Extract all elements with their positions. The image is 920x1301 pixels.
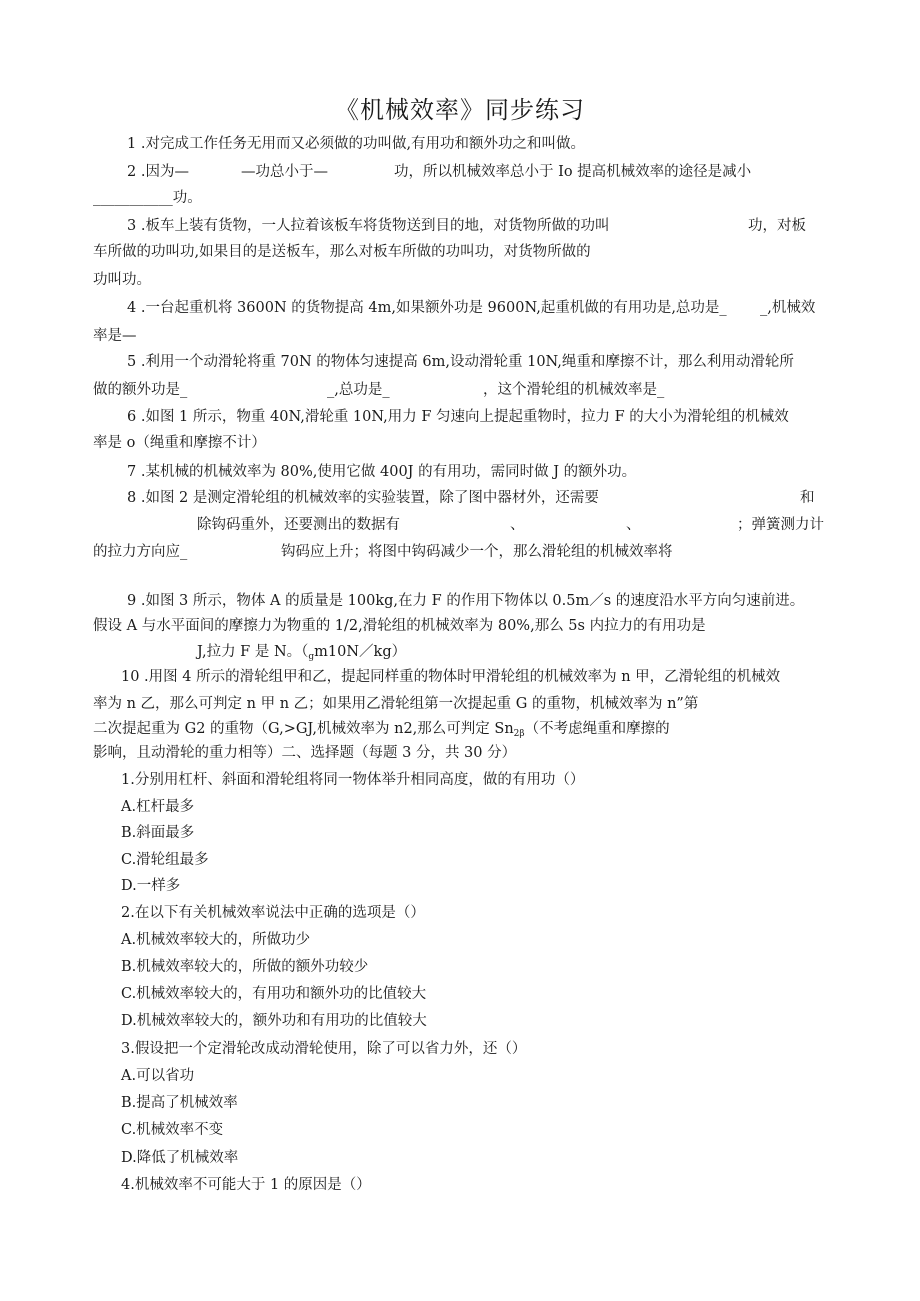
choice-question-3: 3.假设把一个定滑轮改成动滑轮使用，除了可以省力外，还（）	[121, 1041, 527, 1057]
choice-3-option-d: D.降低了机械效率	[121, 1150, 239, 1166]
question-3-part-3: 车所做的功叫功,如果目的是送板车，那么对板车所做的功叫功，对货物所做的	[93, 244, 591, 260]
question-8-part-8: 钩码应上升；将图中钩码减少一个，那么滑轮组的机械效率将	[281, 544, 673, 560]
question-8-part-2: 和	[800, 490, 815, 506]
question-3-part-1: 3 .板车上装有货物，一人拉着该板车将货物送到目的地，对货物所做的功叫	[127, 218, 610, 234]
question-1: 1 .对完成工作任务无用而又必须做的功叫做,有用功和额外功之和叫做。	[127, 136, 586, 152]
question-2-part-2: —功总小于—	[241, 164, 328, 180]
question-10-subscript: 2β	[513, 729, 525, 739]
question-10-part-4: 影响，且动滑轮的重力相等）二、选择题（每题 3 分，共 30 分）	[93, 745, 517, 761]
question-5-part-2: 做的额外功是_	[93, 382, 188, 398]
question-9-part-2: 假设 A 与水平面间的摩擦力为物重的 1/2,滑轮组的机械效率为 80%,那么 5s 内拉力的有用功是	[93, 618, 706, 634]
question-9-part-3	[197, 642, 406, 667]
choice-3-option-c: C.机械效率不变	[121, 1122, 224, 1138]
question-10-part-2: 率为 n 乙，那么可判定 n 甲 n 乙；如果用乙滑轮组第一次提起重 G 的重物，机械效率为 n”第	[93, 696, 699, 712]
question-10-part-1: 10 .用图 4 所示的滑轮组甲和乙，提起同样重的物体时甲滑轮组的机械效率为 n 甲，乙滑轮组的机械效	[121, 669, 781, 685]
question-4-part-3: 率是—	[93, 328, 137, 344]
question-9-subscript: g	[308, 652, 315, 662]
question-8-part-1: 8 .如图 2 是测定滑轮组的机械效率的实验装置，除了图中器材外，还需要	[127, 490, 599, 506]
question-2-part-4: ___________功。	[93, 190, 202, 206]
question-2-part-1: 2 .因为—	[127, 164, 189, 180]
question-8-part-6: ；弹簧测力计	[737, 517, 824, 533]
question-8-part-7: 的拉力方向应_	[93, 544, 188, 560]
choice-2-option-a: A.机械效率较大的，所做功少	[121, 932, 311, 948]
choice-1-option-a: A.杠杆最多	[121, 799, 195, 815]
choice-question-2: 2.在以下有关机械效率说法中正确的选项是（）	[121, 905, 425, 921]
question-5-part-3: _,总功是_	[327, 382, 390, 398]
choice-2-option-b: B.机械效率较大的，所做的额外功较少	[121, 959, 369, 975]
question-4-part-2: _,机械效	[760, 300, 816, 316]
choice-1-option-c: C.滑轮组最多	[121, 852, 209, 868]
question-9-part-1: 9 .如图 3 所示，物体 A 的质量是 100kg,在力 F 的作用下物体以 0.5m／s 的速度沿水平方向匀速前进。	[127, 593, 805, 609]
question-5-part-1: 5 .利用一个动滑轮将重 70N 的物体匀速提高 6m,设动滑轮重 10N,绳重和摩擦不计，那么利用动滑轮所	[127, 354, 794, 370]
question-10-text: 二次提起重为 G2 的重物（G,>GJ,机械效率为 n2,那么可判定 Sn	[93, 721, 514, 737]
page-title: 《机械效率》同步练习	[335, 96, 585, 124]
choice-question-1: 1.分别用杠杆、斜面和滑轮组将同一物体举升相同高度，做的有用功（）	[121, 772, 585, 788]
question-2-part-3: 功，所以机械效率总小于 Io 提高机械效率的途径是减小	[394, 164, 752, 180]
choice-2-option-c: C.机械效率较大的，有用功和额外功的比值较大	[121, 986, 427, 1002]
choice-3-option-b: B.提高了机械效率	[121, 1095, 238, 1111]
choice-question-4: 4.机械效率不可能大于 1 的原因是（）	[121, 1177, 371, 1193]
question-8-part-3: 除钩码重外，还要测出的数据有	[197, 517, 400, 533]
choice-1-option-b: B.斜面最多	[121, 825, 195, 841]
question-3-part-2: 功，对板	[748, 218, 806, 234]
question-8-part-4: 、	[510, 517, 525, 533]
question-9-tail: m10N／kg）	[314, 644, 407, 660]
question-5-part-4: ，这个滑轮组的机械效率是_	[483, 382, 665, 398]
question-9-text: J,拉力 F 是 N。（	[197, 644, 309, 660]
question-10-tail: （不考虑绳重和摩擦的	[524, 721, 670, 737]
question-10-part-3	[93, 719, 670, 744]
question-6-part-1: 6 .如图 1 所示，物重 40N,滑轮重 10N,用力 F 匀速向上提起重物时，拉力 F 的大小为滑轮组的机械效	[127, 409, 789, 425]
choice-3-option-a: A.可以省功	[121, 1068, 195, 1084]
choice-1-option-d: D.一样多	[121, 878, 181, 894]
choice-2-option-d: D.机械效率较大的，额外功和有用功的比值较大	[121, 1013, 427, 1029]
question-6-part-2: 率是 o（绳重和摩擦不计）	[93, 435, 266, 451]
question-3-part-4: 功叫功。	[93, 272, 151, 288]
question-4-part-1: 4 .一台起重机将 3600N 的货物提高 4m,如果额外功是 9600N,起重机做的有用功是,总功是_	[127, 300, 727, 316]
question-7: 7 .某机械的机械效率为 80%,使用它做 400J 的有用功，需同时做 J 的额外功。	[127, 464, 637, 480]
question-8-part-5: 、	[626, 517, 641, 533]
